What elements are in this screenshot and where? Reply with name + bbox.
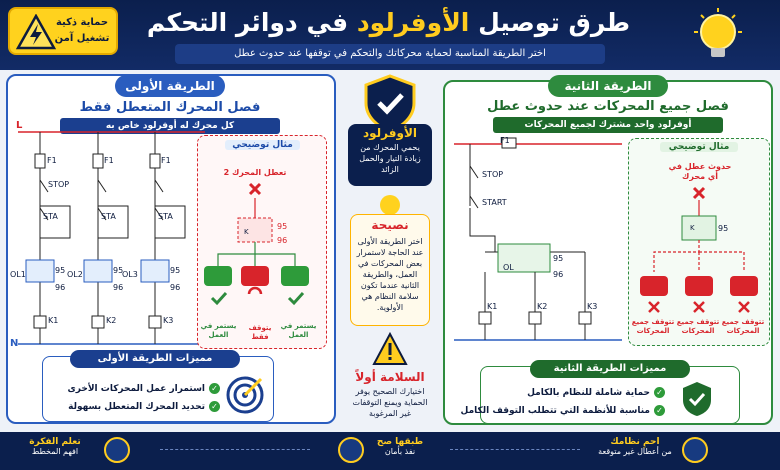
- green-shield-icon: [680, 380, 714, 418]
- motor2-status: يتوقف فقط: [248, 324, 272, 341]
- r-k3-label: K3: [587, 302, 598, 311]
- target-icon: [225, 375, 265, 415]
- sta-label-3: STA: [158, 212, 173, 221]
- sta-label-2: STA: [101, 212, 116, 221]
- tip-text: اختر الطريقة الأولى عند الحاجة لاستمرار بعض المحركات في العمل، والطريقة الثانية عندما تكون سلامة النظام هي الأولوية.: [356, 237, 424, 312]
- smart-protection-badge: [8, 7, 118, 55]
- method-two-circuit-diagram: [450, 136, 625, 346]
- stop-label-1: STOP: [48, 180, 70, 189]
- method-two-heading: فصل جميع المحركات عند حدوث عطل: [487, 99, 729, 114]
- r-k1-label: K1: [487, 302, 498, 311]
- sta-label-1: STA: [43, 212, 58, 221]
- footer-divider-2: [450, 449, 580, 450]
- k3-label: K3: [163, 316, 174, 325]
- method-two-bar: أوفرلود واحد مشترك لجميع المحركات: [493, 117, 723, 133]
- r-motor1-status: تتوقف جميع المحركات: [631, 318, 675, 335]
- n95-label-3: 95: [170, 266, 181, 275]
- r-example-95-label: 95: [718, 224, 729, 233]
- method-two-feature-2: ✓مناسبة للأنظمة التي تتطلب التوقف الكامل: [461, 404, 665, 418]
- method-one-feature-1: ✓استمرار عمل المحركات الأخرى: [68, 382, 220, 396]
- r-f1-label: F1: [500, 136, 510, 145]
- gear-icon: [682, 437, 708, 463]
- method-one-heading: فصل المحرك المتعطل فقط: [79, 100, 261, 115]
- r-stop-label: STOP: [482, 170, 504, 179]
- example-k-label: K: [244, 228, 249, 236]
- method-two-title: الطريقة الثانية: [548, 75, 668, 97]
- f1-label-3: F1: [161, 156, 171, 165]
- r-96-label: 96: [553, 270, 564, 279]
- check-icon: ✓: [654, 387, 665, 398]
- safety-text: اختيارك الصحيح يوفر الحماية ويمنع التوقفات غير المرغوبة: [352, 387, 428, 418]
- footer-divider-1: [160, 449, 310, 450]
- any-motor-fault-label: حدوث عطل في أي محرك: [668, 162, 732, 181]
- motor2-fault-label: تعطل المحرك 2: [223, 168, 287, 177]
- book-icon: [104, 437, 130, 463]
- r-motor2-status: تتوقف جميع المحركات: [676, 318, 720, 335]
- badge-text: حماية ذكية تشغيل آمن: [54, 17, 110, 44]
- footer-item-protect: احمِ نظامك من أعطال غير متوقعة: [598, 437, 672, 456]
- method-two-features-title: مميزات الطريقة الثانية: [530, 360, 690, 378]
- r-k2-label: K2: [537, 302, 548, 311]
- example-96-label: 96: [277, 236, 288, 245]
- safety-title: السلامة أولاً: [355, 370, 425, 384]
- warning-bolt-icon: [16, 14, 56, 50]
- method-two-example-title: مثال توضيحي: [660, 142, 738, 152]
- motor3-status: يستمر في العمل: [280, 322, 317, 339]
- method-one-features-title: مميزات الطريقة الأولى: [70, 350, 240, 368]
- tip-title: نصيحة: [371, 218, 409, 232]
- n95-label-1: 95: [55, 266, 66, 275]
- lightbulb-icon: [688, 6, 748, 66]
- method-one-bar: كل محرك له أوفرلود خاص به: [60, 118, 280, 134]
- page-title: طرق توصيل الأوفرلود في دوائر التحكم: [146, 8, 630, 37]
- footer-item-learn: تعلم الفكرة افهم المخطط: [29, 437, 81, 456]
- method-one-title: الطريقة الأولى: [115, 75, 225, 97]
- r-example-k-label: K: [690, 224, 695, 232]
- method-one-example-diagram: [200, 180, 325, 320]
- method-one-circuit-diagram: [10, 118, 210, 348]
- method-one-example-title: مثال توضيحي: [225, 140, 300, 150]
- page-subtitle: اختر الطريقة المناسبة لحماية محركاتك والتحكم في توقفها عند حدوث عطل: [175, 44, 605, 64]
- n96-label-2: 96: [113, 283, 124, 292]
- ol1-label: OL1: [10, 270, 26, 279]
- f1-label-1: F1: [47, 156, 57, 165]
- check-icon: ✓: [654, 405, 665, 416]
- overload-title: الأوفرلود: [362, 126, 418, 140]
- safety-warning-icon: [372, 332, 408, 366]
- check-icon: ✓: [209, 383, 220, 394]
- r-motor3-status: تتوقف جميع المحركات: [721, 318, 765, 335]
- overload-text: يحمي المحرك من زيادة التيار والحمل الزائد: [359, 143, 421, 174]
- n96-label-1: 96: [55, 283, 66, 292]
- k2-label: K2: [106, 316, 117, 325]
- check-icon: ✓: [209, 401, 220, 412]
- r-ol-label: OL: [503, 263, 514, 272]
- n96-label-3: 96: [170, 283, 181, 292]
- method-two-example-diagram: [632, 184, 768, 314]
- method-two-feature-1: ✓حماية شاملة للنظام بالكامل: [527, 386, 665, 400]
- n95-label-2: 95: [113, 266, 124, 275]
- method-one-feature-2: ✓تحديد المحرك المتعطل بسهولة: [68, 400, 220, 414]
- motor1-status: يستمر في العمل: [200, 322, 237, 339]
- ol3-label: OL3: [122, 270, 138, 279]
- ol2-label: OL2: [67, 270, 83, 279]
- footer-item-apply: طبقها صح نفذ بأمان: [376, 437, 424, 456]
- r-95-label: 95: [553, 254, 564, 263]
- f1-label-2: F1: [104, 156, 114, 165]
- line-N-label: N: [10, 338, 19, 349]
- r-start-label: START: [482, 198, 507, 207]
- example-95-label: 95: [277, 222, 288, 231]
- line-L-label: L: [16, 120, 23, 131]
- k1-label: K1: [48, 316, 59, 325]
